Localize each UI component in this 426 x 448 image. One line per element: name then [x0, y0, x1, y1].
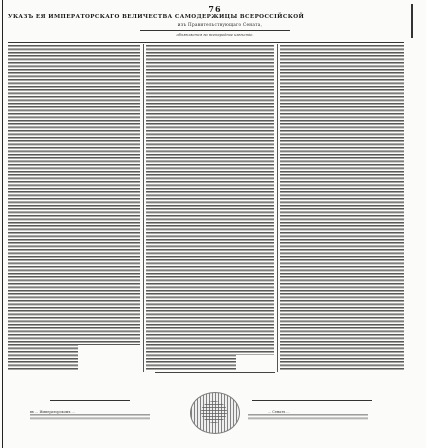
lower-rule	[155, 372, 275, 373]
page-number: 76	[208, 4, 222, 14]
text-column-middle	[146, 45, 274, 370]
page-margin-mark	[411, 4, 413, 38]
footnote-rule-right	[252, 400, 372, 401]
heading-rule	[140, 30, 290, 31]
column-divider-left	[143, 44, 144, 372]
document-subheading: изъ Правительствующаго Сената,	[177, 22, 263, 27]
column-divider-right	[277, 44, 278, 372]
official-seal	[190, 392, 240, 434]
caption-line: объявляется во всенародное извѣстіе.	[176, 33, 254, 37]
footnote-right: ... Сенатъ ...	[268, 410, 290, 414]
text-column-left	[8, 45, 140, 370]
footnote-text-left	[30, 414, 150, 421]
footnote-rule-left	[50, 400, 130, 401]
top-rule	[8, 42, 404, 43]
footnote-text-right	[248, 414, 368, 421]
document-heading: УКАЗЪ ЕЯ ИМПЕРАТОРСКАГО ВЕЛИЧЕСТВА САМОДЕРЖИЦЫ ВСЕРОССІЙСКОЙ	[8, 14, 305, 20]
footnote-left: въ ... Императорскомъ ...	[30, 410, 75, 414]
page-left-edge	[2, 0, 3, 448]
text-column-right	[280, 45, 404, 370]
